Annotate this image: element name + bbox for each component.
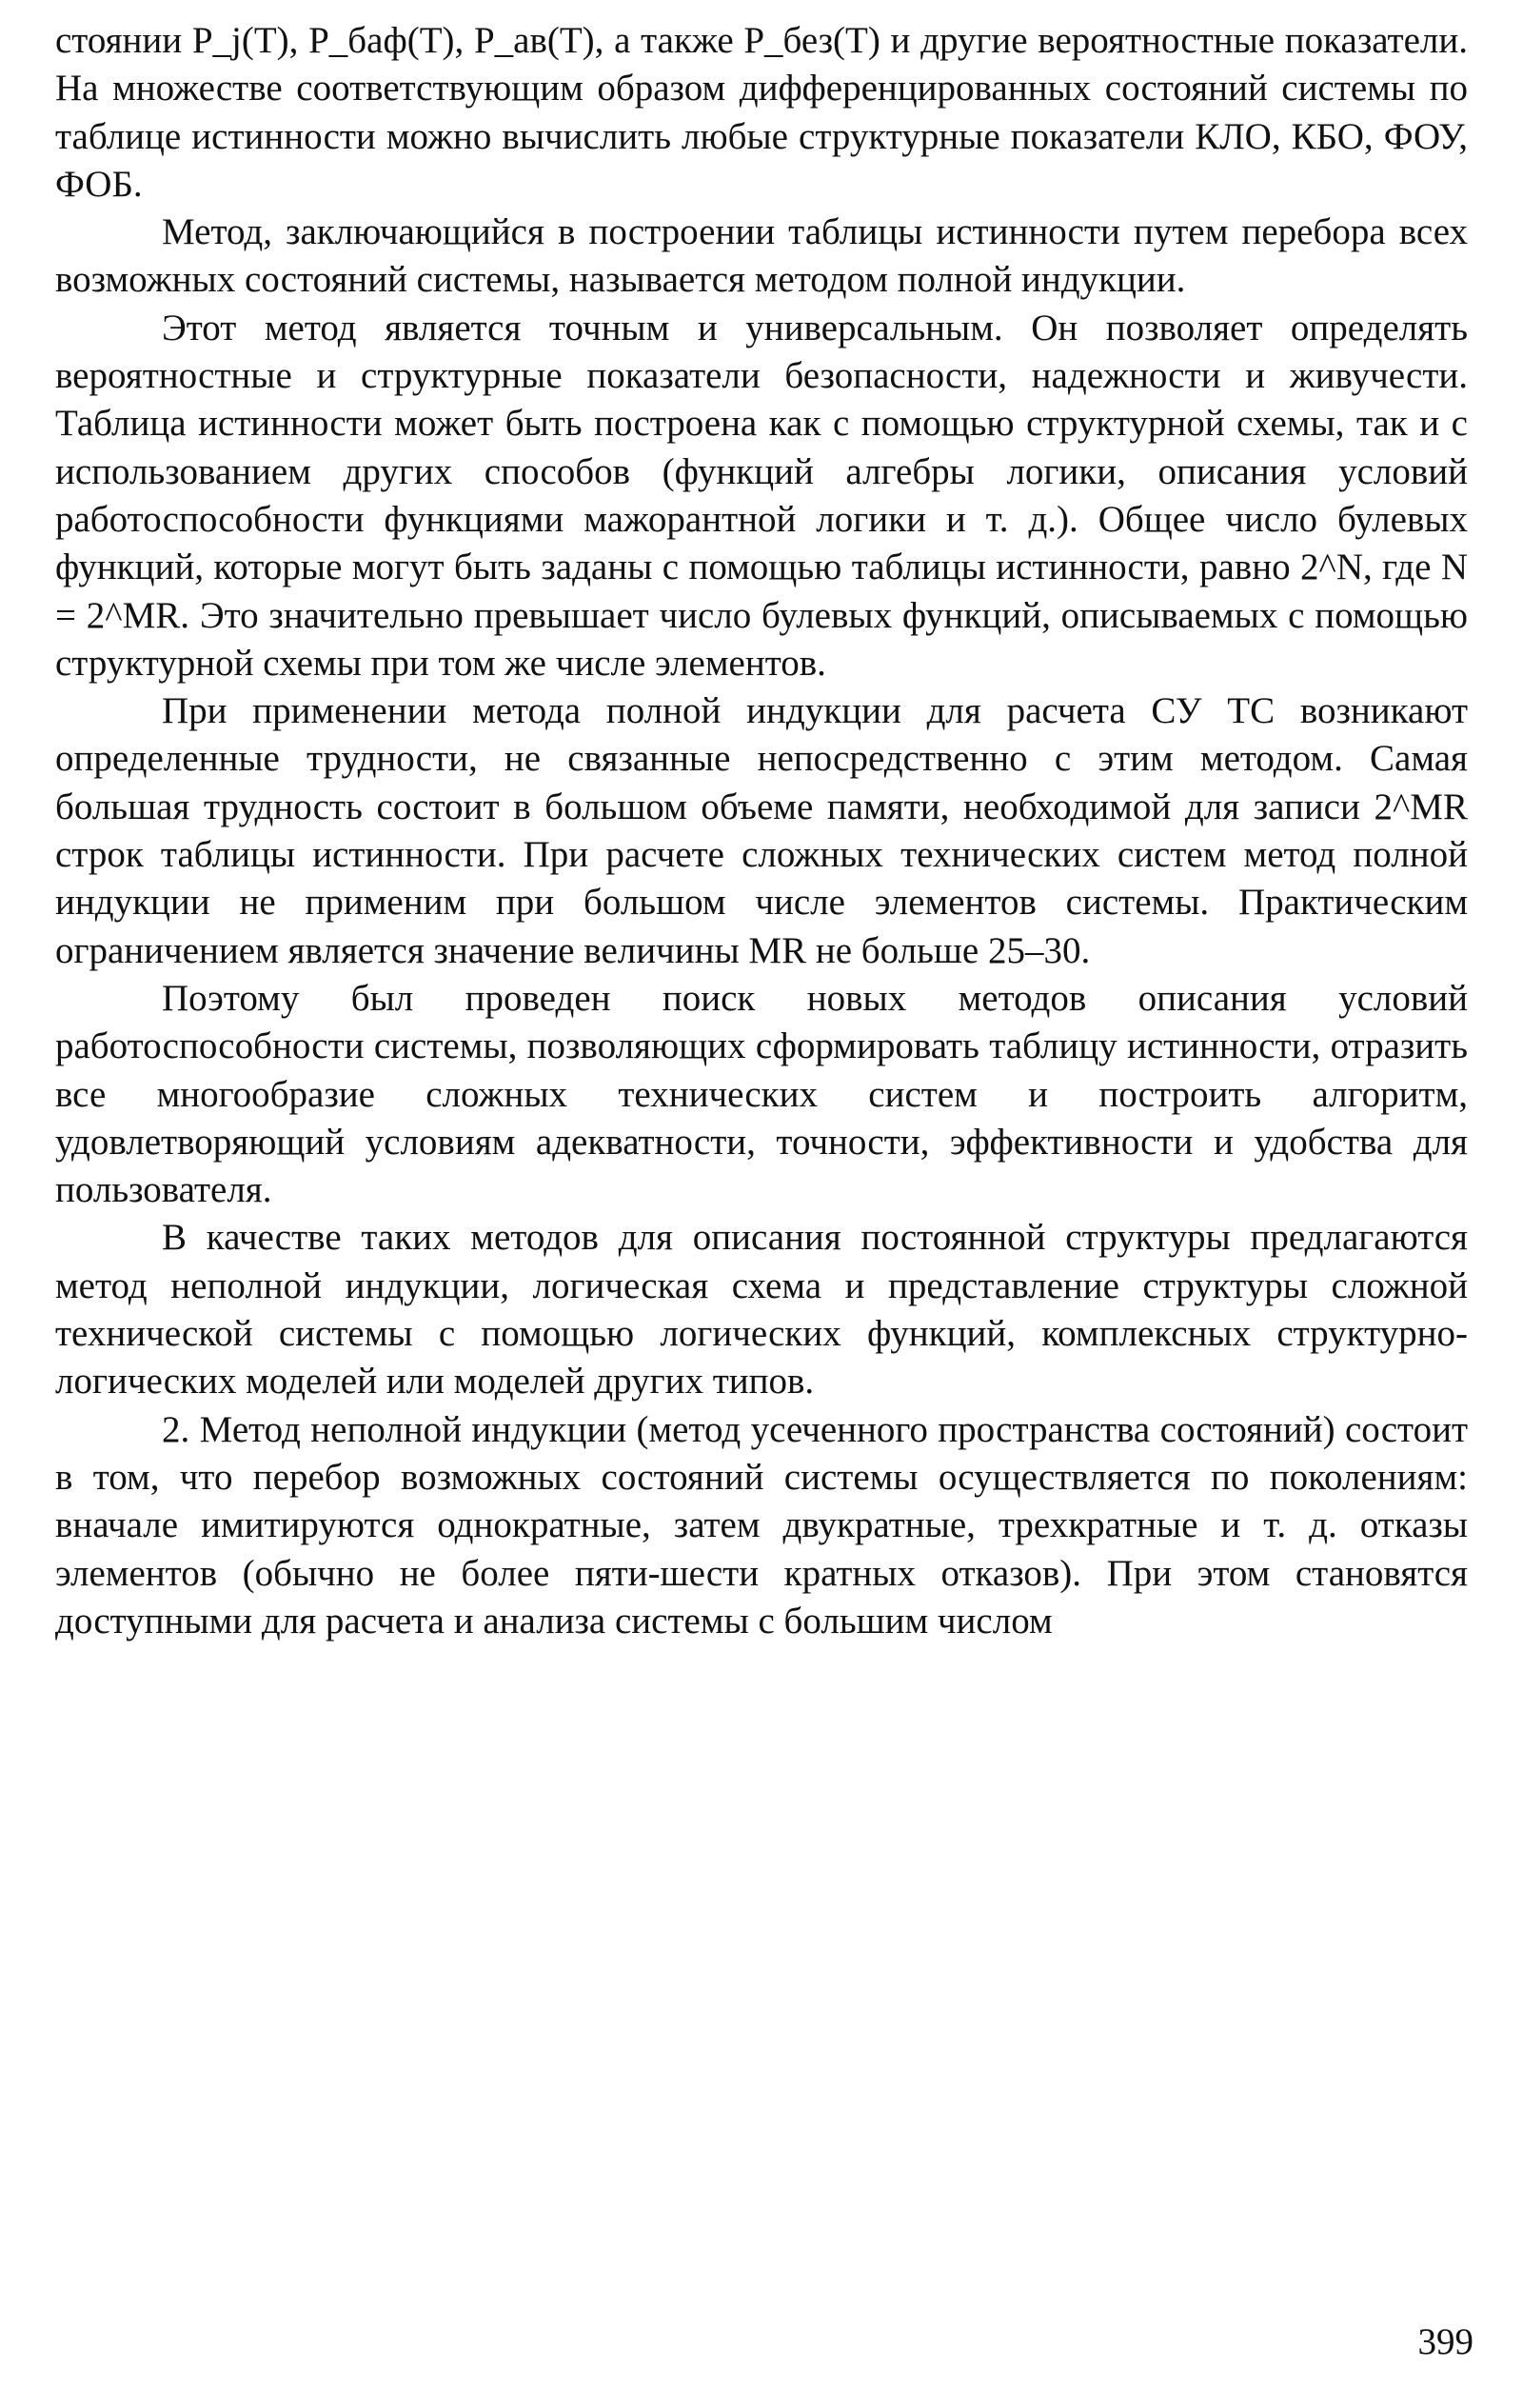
paragraph-7 xyxy=(55,1406,1468,1645)
paragraph-2-text: Метод, заключающийся в построении таблицы истинности путем перебора всех возможных состояний системы, называется методом полной индукции. xyxy=(55,211,1468,301)
paragraph-2 xyxy=(55,209,1468,305)
paragraph-4-text: При применении метода полной индукции для расчета СУ ТС возникают определенные трудности, не связанные непосредственно с этим методом. Самая большая трудность состоит в большом объеме памяти, необходимой для записи 2^MR строк таблицы истинности. При расчете сложных технических систем метод полной индукции не применим при большом числе элементов системы. Практическим ограничением является значение величины MR не больше 25–30. xyxy=(55,690,1468,971)
paragraph-1 xyxy=(55,17,1468,209)
paragraph-5-text: Поэтому был проведен поиск новых методов описания условий работоспособности системы, позволяющих сформировать таблицу истинности, отразить все многообразие сложных технических систем и построить алгоритм, удовлетворяющий условиям адекватности, точности, эффективности и удобства для пользователя. xyxy=(55,977,1468,1211)
paragraph-7-text: 2. Метод неполной индукции (метод усеченного пространства состояний) состоит в том, что перебор возможных состояний системы осуществляется по поколениям: вначале имитируются однократные, затем двукратные, трехкратные и т. д. отказы элементов (обычно не более пяти-шести кратных отказов). При этом становятся доступными для расчета и анализа системы с большим числом xyxy=(55,1408,1468,1642)
body-text xyxy=(55,17,1468,1645)
paragraph-6 xyxy=(55,1214,1468,1405)
page-number: 399 xyxy=(1417,2321,1474,2362)
paragraph-3 xyxy=(55,305,1468,687)
paragraph-4 xyxy=(55,687,1468,975)
paragraph-1-text: стоянии P_j(T), P_баф(T), P_ав(T), а также P_без(T) и другие вероятностные показатели. На множестве соответствующим образом дифференцированных состояний системы по таблице истинности можно вычислить любые структурные показатели КЛО, КБО, ФОУ, ФОБ. xyxy=(55,20,1468,205)
paragraph-6-text: В качестве таких методов для описания постоянной структуры предлагаются метод неполной индукции, логическая схема и представление структуры сложной технической системы с помощью логических функций, комплексных структурно-логических моделей или моделей других типов. xyxy=(55,1217,1468,1403)
paragraph-3-text: Этот метод является точным и универсальным. Он позволяет определять вероятностные и структурные показатели безопасности, надежности и живучести. Таблица истинности может быть построена как с помощью структурной схемы, так и с использованием других способов (функций алгебры логики, описания условий работоспособности функциями мажорантной логики и т. д.). Общее число булевых функций, которые могут быть заданы с помощью таблицы истинности, равно 2^N, где N = 2^MR. Это значительно превышает число булевых функций, описываемых с помощью структурной схемы при том же числе элементов. xyxy=(55,307,1468,684)
paragraph-5 xyxy=(55,975,1468,1214)
